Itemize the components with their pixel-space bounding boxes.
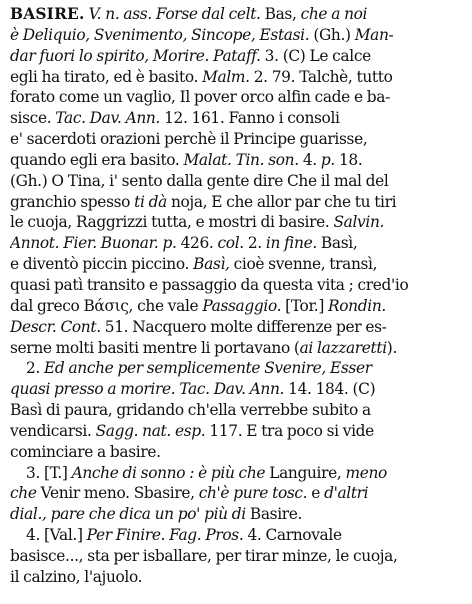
text-segment: 4. [Val.]	[26, 526, 87, 545]
text-segment: 12. 161. Fanno i consoli	[160, 109, 340, 128]
text-segment: e' sacerdoti orazioni perchè il Principe guarisse,	[10, 130, 368, 149]
text-segment: 4.	[298, 150, 321, 169]
text-segment: 4. Carnovale	[243, 526, 342, 545]
text-line	[10, 233, 466, 254]
italic-segment: è Deliquio, Svenimento, Sincope, Estasi.	[10, 25, 310, 44]
text-segment: egli ha tirato, ed è basito.	[10, 67, 203, 86]
text-line	[10, 254, 466, 275]
text-segment: Venir meno. Sbasire,	[36, 484, 199, 503]
italic-segment: Anche di sonno : è più che	[71, 463, 266, 482]
text-line	[10, 317, 466, 338]
text-segment: 117. E tra poco si vide	[205, 421, 374, 440]
text-segment: ).	[386, 338, 397, 357]
italic-segment: ti dà	[134, 192, 167, 211]
text-line	[10, 463, 466, 484]
text-segment: 3. [T.]	[26, 463, 72, 482]
text-segment: le cuoja, Raggrizzi tutta, e mostri di basire.	[10, 213, 334, 232]
text-segment: noja, E che allor par che tu tiri	[166, 192, 397, 211]
text-line	[10, 400, 466, 421]
text-segment: e diventò piccin piccino.	[10, 255, 194, 274]
text-segment: Bas,	[260, 5, 301, 23]
text-line	[10, 87, 466, 108]
text-segment: 14. 184. (C)	[284, 380, 376, 399]
italic-segment: Rondin.	[328, 296, 386, 315]
italic-segment: Per Finire. Fag. Pros.	[86, 526, 244, 545]
text-segment: cominciare a basire.	[10, 442, 161, 461]
text-line	[10, 296, 466, 317]
text-segment: e	[307, 484, 325, 503]
text-segment: Basì,	[316, 234, 358, 253]
text-line	[10, 67, 466, 88]
text-line	[10, 421, 466, 442]
text-segment: 426.	[176, 234, 218, 253]
italic-segment: Sagg. nat. esp.	[95, 421, 206, 440]
italic-segment: in fine.	[265, 234, 317, 253]
text-segment: Languire,	[265, 463, 346, 482]
text-line	[10, 25, 466, 46]
italic-segment: ch'è pure tosc.	[198, 484, 308, 503]
italic-segment: Malm.	[202, 67, 250, 86]
italic-segment: Ed anche per semplicemente Svenire, Esser	[44, 359, 372, 378]
text-line	[10, 546, 466, 567]
text-line	[10, 212, 466, 233]
text-line	[10, 275, 466, 296]
text-segment: (Gh.)	[309, 25, 355, 44]
italic-segment: che a noi	[300, 5, 368, 23]
text-segment: 3. (C) Le calce	[260, 46, 371, 65]
italic-segment: Malat. Tin. son.	[183, 150, 299, 169]
text-segment: quasi patì transito e passaggio da questa vita ; cred'io	[10, 275, 409, 294]
text-line	[10, 442, 466, 463]
italic-segment: ai lazzaretti	[299, 338, 387, 357]
text-segment: sisce.	[10, 109, 56, 128]
text-segment: cioè svenne, transì,	[229, 255, 378, 274]
text-line	[10, 108, 466, 129]
italic-segment: che	[10, 484, 37, 503]
text-line	[10, 379, 466, 400]
text-line	[10, 525, 466, 546]
italic-segment: Descr. Cont.	[10, 317, 101, 336]
text-line	[10, 129, 466, 150]
text-segment: 2. 79. Talchè, tutto	[249, 67, 393, 86]
text-segment: [Tor.]	[281, 296, 329, 315]
italic-segment: d'altri	[324, 484, 369, 503]
italic-segment: meno	[345, 463, 387, 482]
text-segment: 51. Nacquero molte differenze per es-	[100, 317, 387, 336]
italic-segment: dar fuori lo spirito, Morire. Pataff.	[10, 46, 261, 65]
text-segment: (Gh.) O Tina, i' sento dalla gente dire Che il mal del	[10, 171, 389, 190]
text-line	[10, 150, 466, 171]
text-segment: quando egli era basito.	[10, 150, 184, 169]
text-line	[10, 171, 466, 192]
text-line	[10, 483, 466, 504]
text-line	[10, 358, 466, 379]
text-line	[10, 46, 466, 67]
text-line	[10, 4, 466, 25]
text-segment: forato come un vaglio, Il pover orco alfin cade e ba-	[10, 88, 390, 107]
italic-segment: dial., pare che dica un po' più di	[10, 505, 246, 524]
text-segment: dal greco Βάσις, che vale	[10, 296, 203, 315]
italic-segment: Tac. Dav. Ann.	[55, 109, 161, 128]
dictionary-entry-basire	[10, 4, 466, 588]
text-segment: granchio spesso	[10, 192, 135, 211]
italic-segment: Annot. Fier. Buonar. p.	[10, 234, 177, 253]
italic-segment: quasi presso a morire. Tac. Dav. Ann.	[10, 380, 285, 399]
text-line	[10, 338, 466, 359]
text-segment: 18.	[334, 150, 363, 169]
italic-segment: Salvin.	[333, 213, 385, 232]
italic-segment: Man-	[354, 25, 394, 44]
text-line	[10, 504, 466, 525]
text-segment: serne molti basiti mentre li portavano (	[10, 338, 300, 357]
text-segment: vendicarsi.	[10, 421, 96, 440]
italic-segment: Basì,	[193, 255, 230, 274]
italic-segment: Passaggio.	[202, 296, 282, 315]
text-line	[10, 192, 466, 213]
text-segment: Basì di paura, gridando ch'ella verrebbe subito a	[10, 401, 371, 420]
italic-segment: col.	[217, 234, 244, 253]
text-segment: Basire.	[245, 505, 303, 524]
text-segment: il calzino, l'ajuolo.	[10, 567, 143, 586]
text-line	[10, 567, 466, 588]
text-segment: 2.	[26, 359, 45, 378]
italic-segment: V. n. ass. Forse dal celt.	[88, 5, 261, 23]
text-segment: basisce..., sta per isballare, per tirar minze, le cuoja,	[10, 546, 398, 565]
headword: BASIRE.	[10, 5, 85, 23]
italic-segment: p.	[320, 150, 335, 169]
text-segment: 2.	[243, 234, 266, 253]
